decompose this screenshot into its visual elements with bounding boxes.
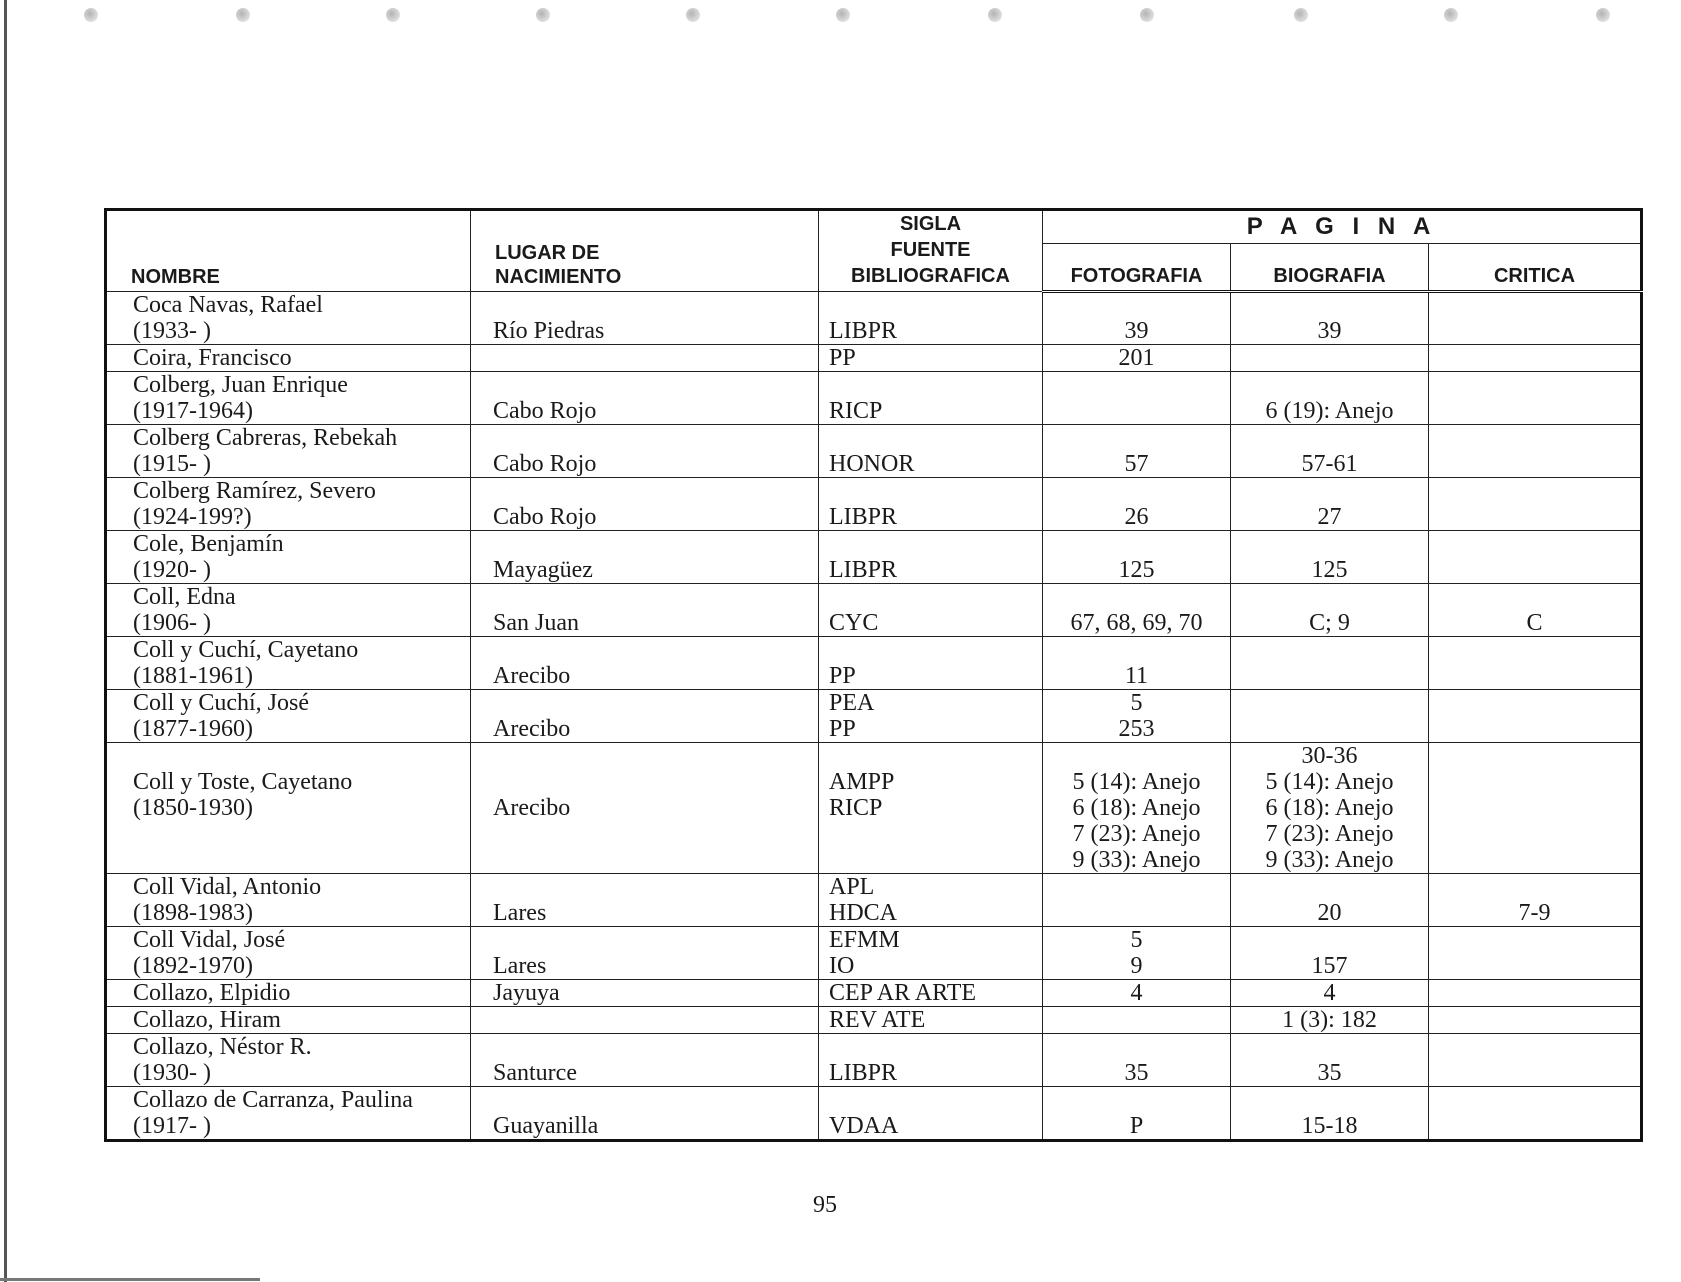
cell-fotografia: 11 xyxy=(1043,637,1231,690)
cell-lugar-de-nacimiento: San Juan xyxy=(471,584,819,637)
cell-nombre: Collazo, Elpidio xyxy=(106,980,471,1007)
binder-hole-icon xyxy=(84,8,98,22)
scan-bottom-edge xyxy=(0,1278,260,1281)
cell-nombre: Cole, Benjamín (1920- ) xyxy=(106,531,471,584)
cell-lugar-de-nacimiento: Arecibo xyxy=(471,743,819,874)
cell-fotografia xyxy=(1043,1007,1231,1034)
cell-critica xyxy=(1429,478,1642,531)
cell-fotografia: 35 xyxy=(1043,1034,1231,1087)
cell-fotografia xyxy=(1043,372,1231,425)
cell-critica xyxy=(1429,531,1642,584)
cell-biografia: 20 xyxy=(1231,874,1429,927)
cell-lugar-de-nacimiento: Río Piedras xyxy=(471,292,819,345)
cell-nombre: Collazo de Carranza, Paulina (1917- ) xyxy=(106,1087,471,1141)
cell-sigla: EFMM IO xyxy=(819,927,1043,980)
header-sigla-fuente: SIGLA FUENTE BIBLIOGRAFICA xyxy=(819,210,1043,292)
cell-lugar-de-nacimiento xyxy=(471,345,819,372)
binder-hole-icon xyxy=(236,8,250,22)
cell-sigla: REV ATE xyxy=(819,1007,1043,1034)
table-body xyxy=(106,292,1642,1141)
page-number: 95 xyxy=(813,1192,837,1218)
cell-fotografia: 67, 68, 69, 70 xyxy=(1043,584,1231,637)
cell-lugar-de-nacimiento xyxy=(471,1007,819,1034)
header-nombre: NOMBRE xyxy=(106,210,471,292)
table-row xyxy=(106,1007,1642,1034)
cell-critica xyxy=(1429,372,1642,425)
cell-biografia: 39 xyxy=(1231,292,1429,345)
cell-lugar-de-nacimiento: Arecibo xyxy=(471,637,819,690)
cell-biografia: 125 xyxy=(1231,531,1429,584)
cell-fotografia: 4 xyxy=(1043,980,1231,1007)
cell-biografia: 4 xyxy=(1231,980,1429,1007)
cell-sigla: VDAA xyxy=(819,1087,1043,1141)
table-row xyxy=(106,690,1642,743)
header-fotografia: FOTOGRAFIA xyxy=(1043,243,1231,291)
cell-biografia: C; 9 xyxy=(1231,584,1429,637)
cell-fotografia: 5 9 xyxy=(1043,927,1231,980)
table-row xyxy=(106,372,1642,425)
cell-sigla: AMPP RICP xyxy=(819,743,1043,874)
cell-biografia: 57-61 xyxy=(1231,425,1429,478)
cell-sigla: PP xyxy=(819,345,1043,372)
cell-sigla: RICP xyxy=(819,372,1043,425)
binder-hole-icon xyxy=(988,8,1002,22)
cell-biografia xyxy=(1231,637,1429,690)
binder-hole-icon xyxy=(1140,8,1154,22)
binder-hole-icon xyxy=(836,8,850,22)
cell-critica xyxy=(1429,1034,1642,1087)
cell-fotografia xyxy=(1043,874,1231,927)
cell-biografia: 35 xyxy=(1231,1034,1429,1087)
cell-nombre: Collazo, Néstor R. (1930- ) xyxy=(106,1034,471,1087)
cell-lugar-de-nacimiento: Lares xyxy=(471,874,819,927)
cell-biografia: 15-18 xyxy=(1231,1087,1429,1141)
cell-biografia: 1 (3): 182 xyxy=(1231,1007,1429,1034)
binder-hole-icon xyxy=(1596,8,1610,22)
cell-biografia xyxy=(1231,690,1429,743)
table-row xyxy=(106,927,1642,980)
header-pagina: P A G I N A xyxy=(1043,210,1642,244)
cell-sigla: CYC xyxy=(819,584,1043,637)
cell-critica: C xyxy=(1429,584,1642,637)
table-row xyxy=(106,478,1642,531)
binder-hole-icon xyxy=(536,8,550,22)
cell-sigla: PEA PP xyxy=(819,690,1043,743)
cell-biografia: 30-36 5 (14): Anejo 6 (18): Anejo 7 (23): Anejo 9 (33): Anejo xyxy=(1231,743,1429,874)
scan-left-edge xyxy=(4,0,7,1282)
binder-hole-icon xyxy=(686,8,700,22)
cell-nombre: Coca Navas, Rafael (1933- ) xyxy=(106,292,471,345)
cell-critica xyxy=(1429,425,1642,478)
cell-sigla: LIBPR xyxy=(819,292,1043,345)
cell-nombre: Collazo, Hiram xyxy=(106,1007,471,1034)
cell-critica xyxy=(1429,743,1642,874)
cell-biografia: 157 xyxy=(1231,927,1429,980)
cell-nombre: Coll Vidal, Antonio (1898-1983) xyxy=(106,874,471,927)
cell-sigla: HONOR xyxy=(819,425,1043,478)
header-lugar-de-nacimiento: LUGAR DE NACIMIENTO xyxy=(471,210,819,292)
cell-critica xyxy=(1429,637,1642,690)
cell-sigla: PP xyxy=(819,637,1043,690)
cell-sigla: LIBPR xyxy=(819,478,1043,531)
cell-fotografia: 125 xyxy=(1043,531,1231,584)
cell-nombre: Coll, Edna (1906- ) xyxy=(106,584,471,637)
cell-nombre: Colberg Cabreras, Rebekah (1915- ) xyxy=(106,425,471,478)
table-row xyxy=(106,584,1642,637)
table-row xyxy=(106,637,1642,690)
cell-nombre: Colberg Ramírez, Severo (1924-199?) xyxy=(106,478,471,531)
cell-lugar-de-nacimiento: Santurce xyxy=(471,1034,819,1087)
cell-critica xyxy=(1429,980,1642,1007)
cell-lugar-de-nacimiento: Cabo Rojo xyxy=(471,425,819,478)
cell-biografia: 27 xyxy=(1231,478,1429,531)
cell-critica xyxy=(1429,927,1642,980)
cell-biografia: 6 (19): Anejo xyxy=(1231,372,1429,425)
cell-fotografia: 57 xyxy=(1043,425,1231,478)
cell-lugar-de-nacimiento: Guayanilla xyxy=(471,1087,819,1141)
cell-lugar-de-nacimiento: Jayuya xyxy=(471,980,819,1007)
cell-nombre: Coll y Cuchí, José (1877-1960) xyxy=(106,690,471,743)
cell-fotografia: 201 xyxy=(1043,345,1231,372)
cell-sigla: APL HDCA xyxy=(819,874,1043,927)
cell-sigla: CEP AR ARTE xyxy=(819,980,1043,1007)
cell-lugar-de-nacimiento: Arecibo xyxy=(471,690,819,743)
cell-biografia xyxy=(1231,345,1429,372)
cell-fotografia: 39 xyxy=(1043,292,1231,345)
table-row xyxy=(106,1087,1642,1141)
binder-hole-icon xyxy=(386,8,400,22)
cell-critica xyxy=(1429,690,1642,743)
cell-fotografia: 5 253 xyxy=(1043,690,1231,743)
cell-nombre: Coira, Francisco xyxy=(106,345,471,372)
table-row xyxy=(106,743,1642,874)
table-row xyxy=(106,980,1642,1007)
cell-critica xyxy=(1429,1007,1642,1034)
cell-critica xyxy=(1429,345,1642,372)
binder-hole-icon xyxy=(1294,8,1308,22)
table-row xyxy=(106,425,1642,478)
cell-sigla: LIBPR xyxy=(819,531,1043,584)
cell-critica xyxy=(1429,1087,1642,1141)
cell-lugar-de-nacimiento: Mayagüez xyxy=(471,531,819,584)
cell-fotografia: 5 (14): Anejo 6 (18): Anejo 7 (23): Anejo 9 (33): Anejo xyxy=(1043,743,1231,874)
cell-lugar-de-nacimiento: Lares xyxy=(471,927,819,980)
cell-fotografia: P xyxy=(1043,1087,1231,1141)
table-row xyxy=(106,531,1642,584)
cell-critica: 7-9 xyxy=(1429,874,1642,927)
header-critica: CRITICA xyxy=(1429,243,1642,291)
binder-holes xyxy=(0,8,1681,32)
cell-fotografia: 26 xyxy=(1043,478,1231,531)
table-row xyxy=(106,1034,1642,1087)
cell-critica xyxy=(1429,292,1642,345)
cell-sigla: LIBPR xyxy=(819,1034,1043,1087)
binder-hole-icon xyxy=(1444,8,1458,22)
cell-nombre: Coll y Toste, Cayetano (1850-1930) xyxy=(106,743,471,874)
table-row xyxy=(106,345,1642,372)
header-biografia: BIOGRAFIA xyxy=(1231,243,1429,291)
cell-nombre: Coll Vidal, José (1892-1970) xyxy=(106,927,471,980)
biographical-index-table xyxy=(104,208,1643,1142)
cell-nombre: Coll y Cuchí, Cayetano (1881-1961) xyxy=(106,637,471,690)
cell-lugar-de-nacimiento: Cabo Rojo xyxy=(471,478,819,531)
cell-nombre: Colberg, Juan Enrique (1917-1964) xyxy=(106,372,471,425)
table-row xyxy=(106,874,1642,927)
table-row xyxy=(106,292,1642,345)
cell-lugar-de-nacimiento: Cabo Rojo xyxy=(471,372,819,425)
